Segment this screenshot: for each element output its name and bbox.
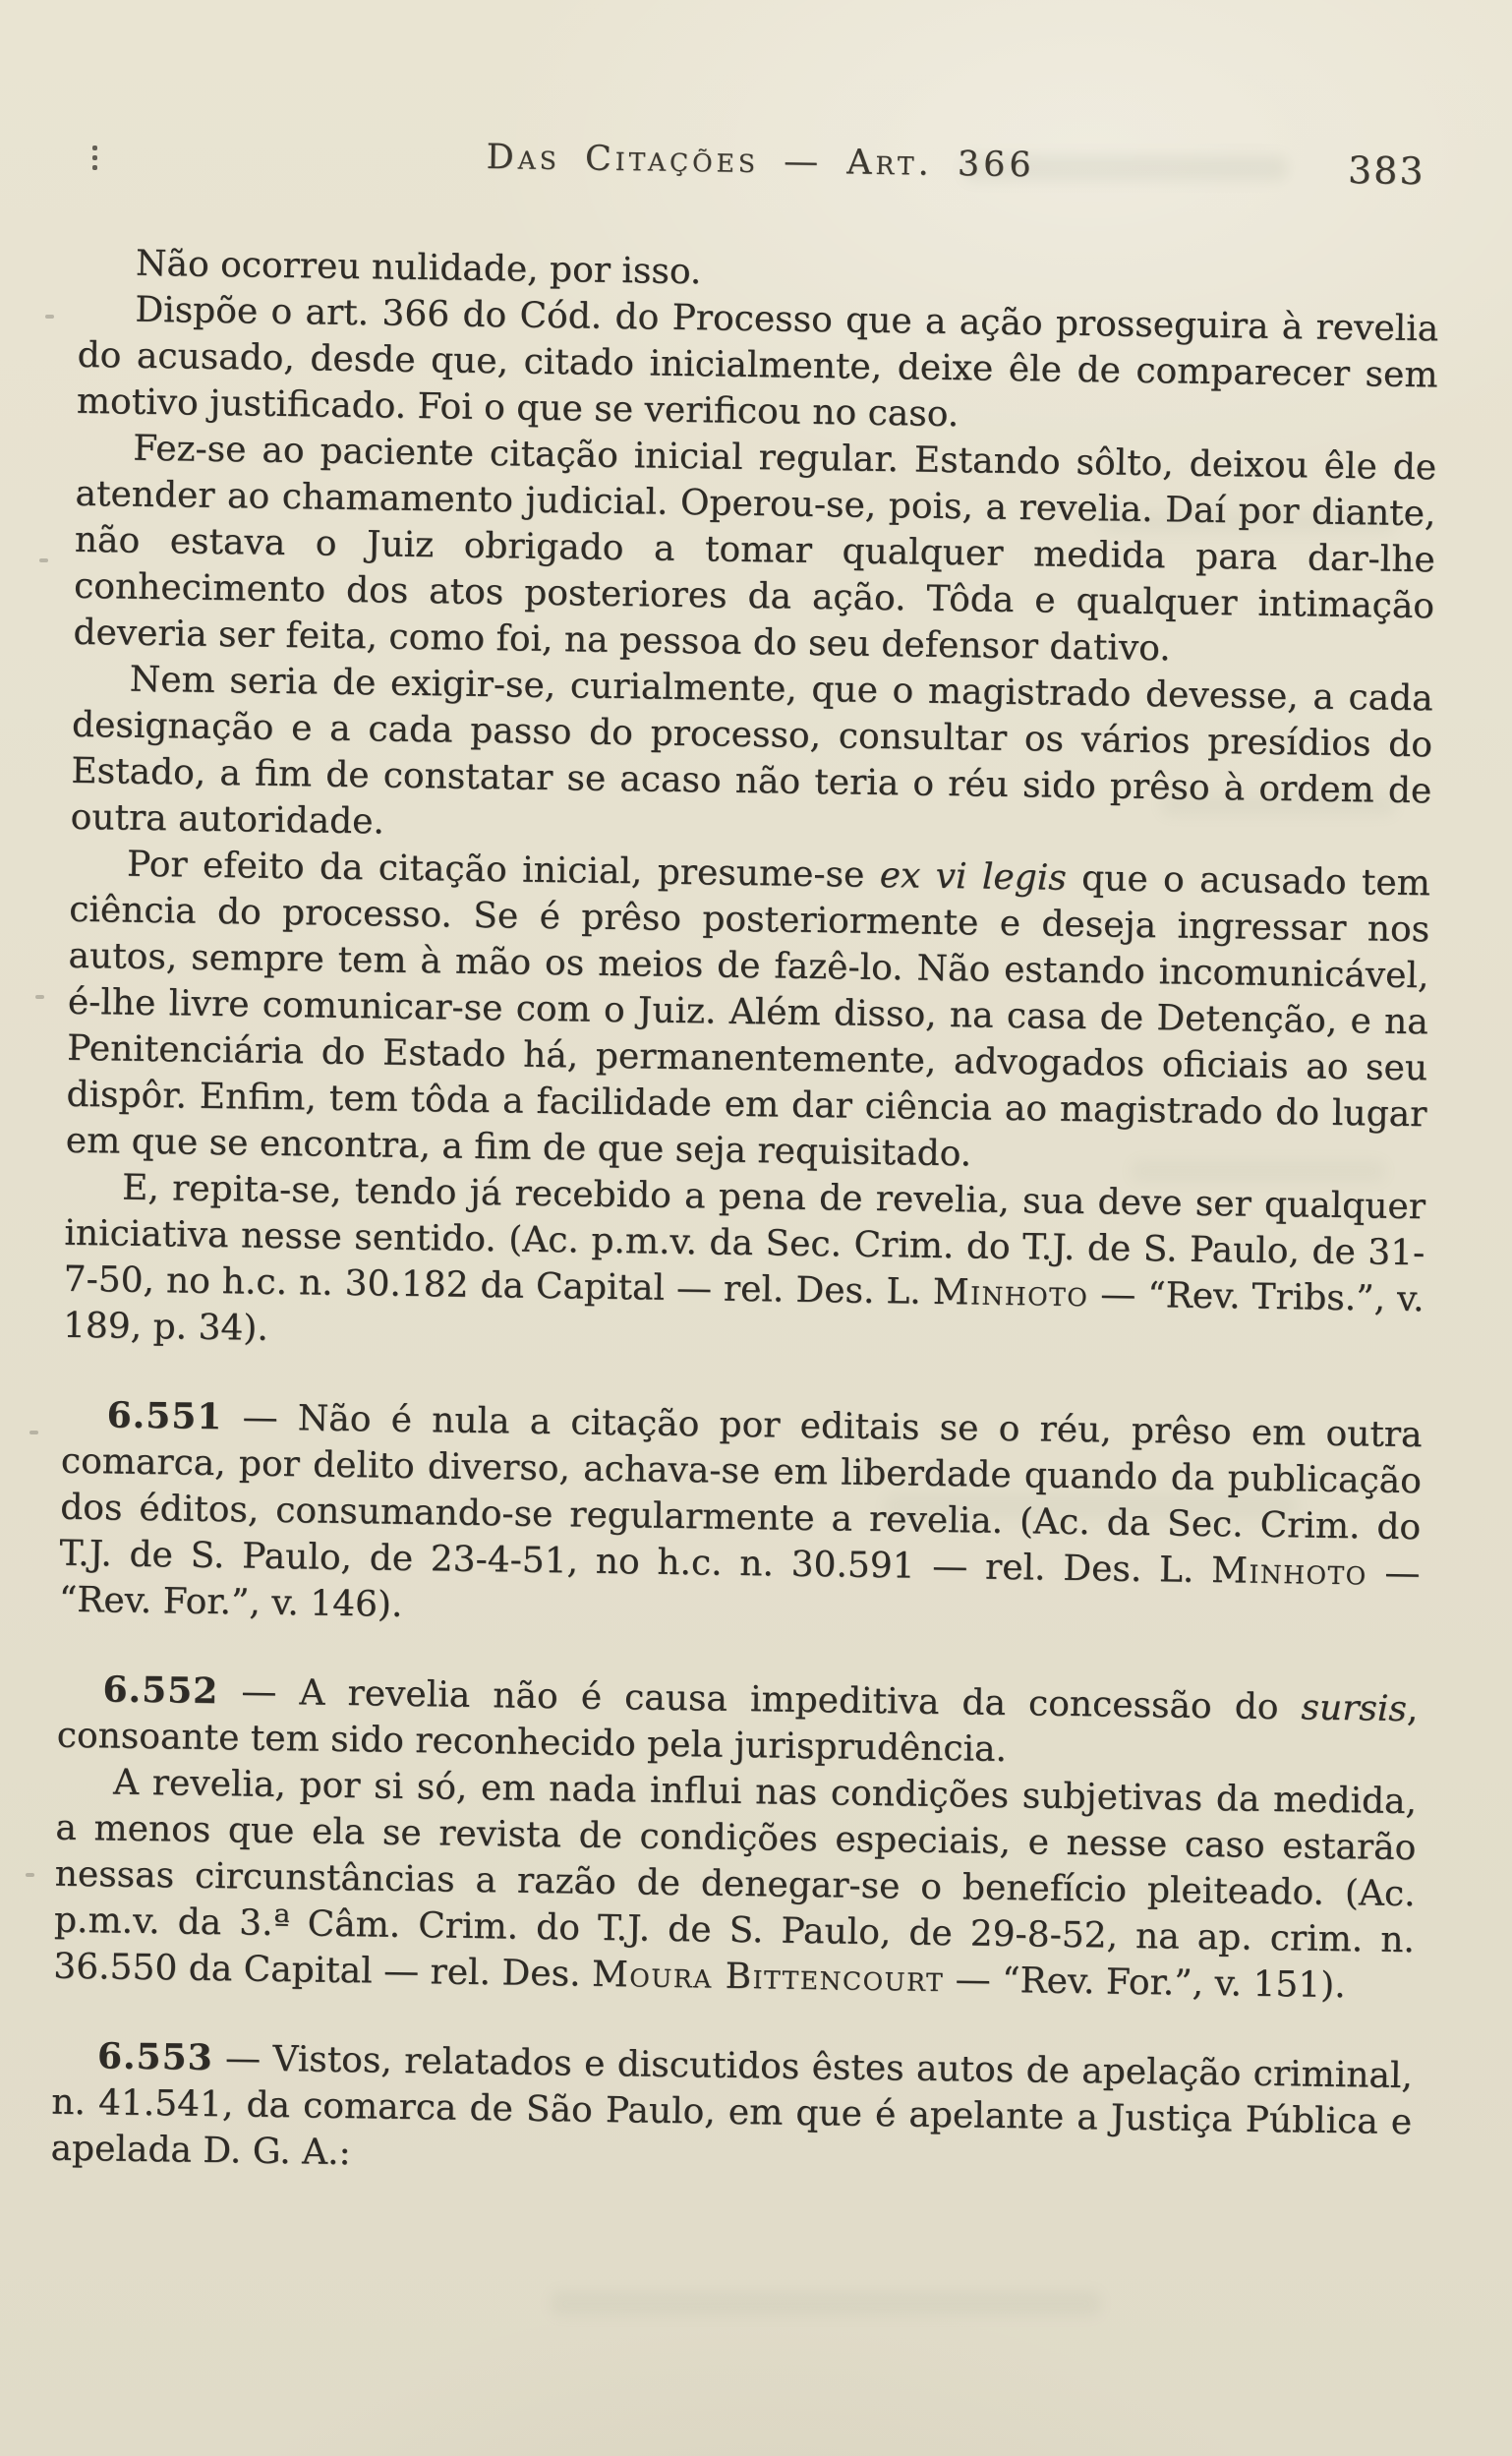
judge-name: Moura Bittencourt: [591, 1954, 945, 2001]
section-paragraph-6551: [59, 1392, 1423, 1644]
paragraph: [53, 1759, 1417, 2011]
edge-speck: [26, 1873, 34, 1877]
paragraph-text: Dispõe o art. 366 do Cód. do Processo que a ação prosseguira à revelia do acusado, desde que, citado inicialmente, deixe êle de comparecer sem motivo justificado. Foi o que se verificou no caso.: [76, 289, 1439, 436]
page-content: [50, 132, 1441, 2192]
paragraph: [73, 425, 1436, 676]
judge-name: Minhoto: [1210, 1550, 1368, 1594]
paragraph: [63, 1164, 1426, 1370]
paragraph: [77, 286, 1439, 445]
edge-speck: [39, 558, 48, 562]
bleedthrough-artifact: [551, 2291, 1101, 2316]
body-text: [50, 240, 1439, 2192]
paragraph: [70, 656, 1433, 861]
paragraph-text: — “Rev. For.”, v. 151).: [943, 1959, 1346, 2007]
paragraph-text: E, repita-se, tendo já recebido a pena de revelia, sua deve ser qualquer iniciativa nesse sentido. (Ac. p.m.v. da Sec. Crim. do T.J. de S. Paulo, de 31-7-50, no h.c. n. 30.182 da Capital — rel. Des. L.: [63, 1167, 1426, 1313]
paragraph-text: Por efeito da citação inicial, presume-se: [126, 844, 881, 896]
section-number: 6.553: [96, 2035, 214, 2079]
paragraph-text: A revelia, por si só, em nada influi nas condições subjetivas da medida, a menos que ela se revista de condições especiais, e nesse caso estarão nessas circunstâncias a razão de denegar-se o benefício pleiteado. (Ac. p.m.v. da 3.ª Câm. Crim. do T.J. de S. Paulo, de 29-8-52, na ap. crim. n. 36.550 da Capital — rel. Des.: [53, 1762, 1418, 1995]
section-number: 6.551: [106, 1394, 223, 1438]
judge-name: Minhoto: [932, 1271, 1089, 1316]
paragraph-text: Nem seria de exigir-se, curialmente, que o magistrado devesse, a cada designação e a cada passo do processo, consultar os vários presídios do Estado, a fim de constatar se acaso não teria o réu sido prêso à ordem de outra autoridade.: [70, 659, 1433, 843]
page-number: 383: [1347, 147, 1425, 194]
paragraph-text: — “Rev. For.”, v. 146).: [58, 1552, 1421, 1625]
edge-speck: [35, 995, 44, 999]
paragraph-text: — “Rev. Tribs.”, v. 189, p. 34).: [62, 1274, 1425, 1349]
chapter-title: Das Citações — Art. 366: [486, 137, 1035, 186]
latin-phrase: sursis: [1301, 1687, 1408, 1730]
paragraph-text: — Não é nula a citação por editais se o réu, prêso em outra comarca, por delito diverso, achava-se em liberdade quando da publicação dos éditos, consumando-se regularmente a revelia. (Ac. da Sec. Crim. do T.J. de S. Paulo, de 23-4-51, no h.c. n. 30.591 — rel. Des. L.: [59, 1397, 1423, 1592]
paragraph: [65, 841, 1430, 1184]
paragraph-text: Não ocorreu nulidade, por isso.: [135, 243, 702, 293]
paragraph-text: que o acusado tem ciência do processo. Se é prêso posteriormente e deseja ingressar nos autos, sempre tem à mão os meios de fazê-lo. Não estando incomunicável, é-lhe livre comunicar-se com o Juiz. Além disso, na casa de Detenção, e na Penitenciária do Estado há, permanentemente, advogados oficiais ao seu dispôr. Enfim, tem tôda a facilidade em dar ciência ao magistrado do lugar em que se encontra, a fim de que seja requisitado.: [65, 857, 1431, 1175]
edge-speck: [45, 315, 54, 319]
paragraph-text: — A revelia não é causa impeditiva da concessão do: [217, 1671, 1302, 1728]
paragraph-text: Fez-se ao paciente citação inicial regular. Estando sôlto, deixou êle de atender ao chamamento judicial. Operou-se, pois, a revelia. Daí por diante, não estava o Juiz obrigado a tomar qualquer medida para dar-lhe conhecimento dos atos posteriores da ação. Tôda e qualquer intimação deveria ser feita, como foi, na pessoa do seu defensor dativo.: [73, 428, 1437, 670]
section-paragraph-6553: [50, 2033, 1413, 2193]
paragraph-text: — Vistos, relatados e discutidos êstes autos de apelação criminal, n. 41.541, da comarca de São Paulo, em que é apelante a Justiça Pública e apelada D. G. A.:: [50, 2038, 1414, 2174]
paragraph-text: , consoante tem sido reconhecido pela jurisprudência.: [56, 1689, 1419, 1770]
running-head: [80, 132, 1441, 204]
section-number: 6.552: [102, 1668, 219, 1713]
edge-speck: [29, 1431, 38, 1434]
latin-phrase: ex vi legis: [879, 854, 1068, 899]
